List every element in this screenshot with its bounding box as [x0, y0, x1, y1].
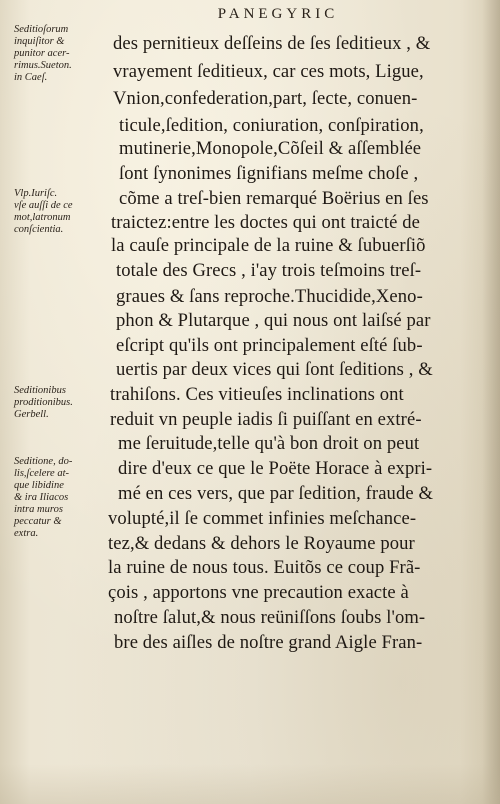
margin-note-gerbell: Seditionibus proditionibus. Gerbell. — [14, 385, 73, 420]
margin-note-ulpian: Vlp.Iuriſc. vſe auſſi de ce mot,latronum conſcientia. — [14, 188, 73, 235]
text-line: eſcript qu'ils ont principalement eſté ſub- — [116, 335, 423, 356]
text-line: reduit vn peuple iadis ſi puiſſant en extré- — [110, 409, 422, 430]
margin-note-horace: Seditione, do- lis,ſcelere at- que libidine & ira Iliacos intra muros peccatur & extra. — [14, 456, 73, 539]
page-edge-shadow — [482, 0, 500, 804]
text-line: mé en ces vers, que par ſedition, fraude & — [118, 483, 434, 504]
text-line: ticule,ſedition, coniuration, conſpiration, — [119, 115, 424, 136]
margin-note-seditious: Seditioſorum inquiſitor & punitor acer- rimus.Sueton. in Caeſ. — [14, 24, 72, 83]
text-line: phon & Plutarque , qui nous ont laiſsé par — [116, 310, 431, 331]
text-line: la ruine de nous tous. Euitõs ce coup Frã- — [108, 557, 421, 578]
text-line: uertis par deux vices qui ſont ſeditions , & — [116, 359, 433, 380]
page-bottom-shade — [0, 764, 500, 804]
text-line: ſont ſynonimes ſignifians meſme choſe , — [119, 163, 419, 184]
text-line: tez,& dedans & dehors le Royaume pour — [108, 533, 415, 554]
text-line: volupté,il ſe commet infinies meſchance- — [108, 508, 417, 529]
text-line: me ſeruitude,telle qu'à bon droit on peut — [118, 433, 420, 454]
text-line: la cauſe principale de la ruine & ſubuerſiõ — [111, 235, 426, 256]
text-line: çois , apportons vne precaution exacte à — [108, 582, 409, 603]
text-line: traictez:entre les doctes qui ont traicté de — [111, 212, 420, 233]
text-line: totale des Grecs , i'ay trois teſmoins treſ- — [116, 260, 422, 281]
text-line: bre des aiſles de noſtre grand Aigle Fran- — [114, 632, 423, 653]
text-line: graues & ſans reproche.Thucidide,Xeno- — [116, 286, 423, 307]
text-line: dire d'eux ce que le Poëte Horace à expri- — [118, 458, 433, 479]
text-line: mutinerie,Monopole,Cõſeil & aſſemblée — [119, 138, 422, 159]
text-line: des pernitieux deſſeins de ſes ſeditieux , & — [113, 33, 431, 54]
text-line: cõme a treſ-bien remarqué Boërius en ſes — [119, 188, 429, 209]
text-line: trahiſons. Ces vitieuſes inclinations ont — [110, 384, 404, 405]
running-title: PANEGYRIC — [217, 6, 339, 22]
text-line: Vnion,confederation,part, ſecte, conuen- — [113, 88, 418, 109]
text-line: vrayement ſeditieux, car ces mots, Ligue, — [113, 61, 424, 82]
text-line: noſtre ſalut,& nous reüniſſons ſoubs l'om- — [114, 607, 426, 628]
